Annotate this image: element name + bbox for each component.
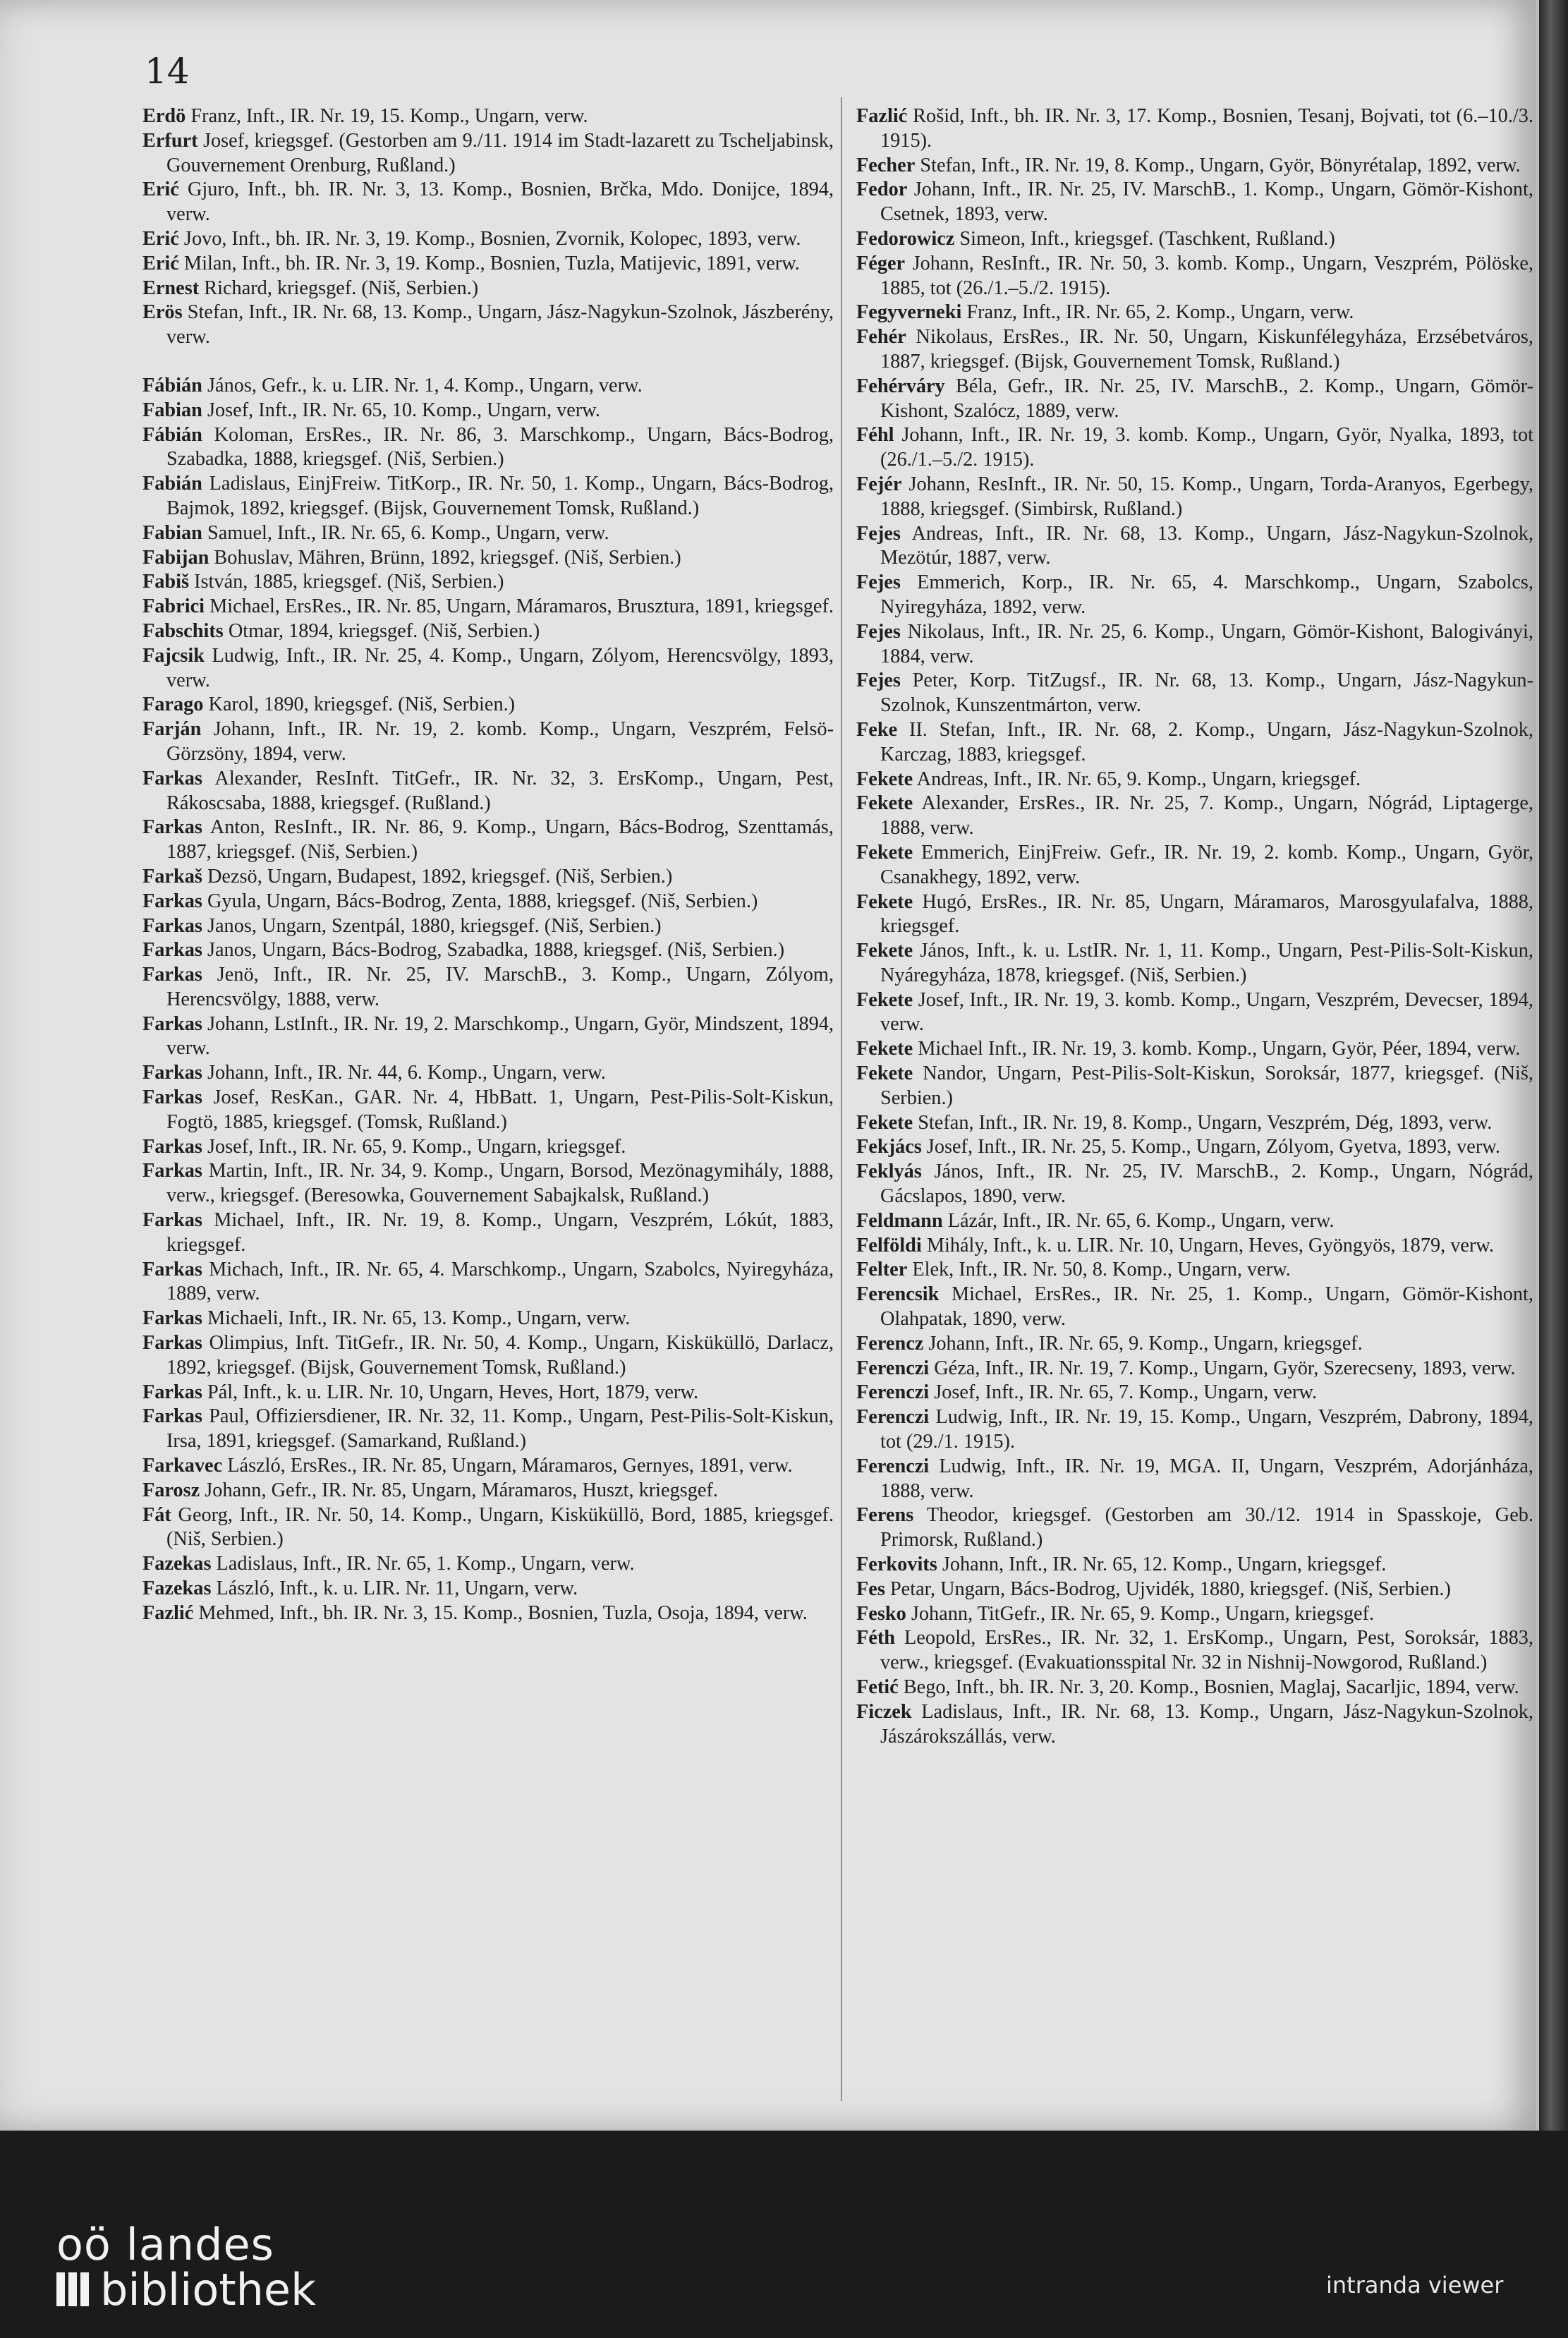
register-entry (142, 1159, 834, 1209)
register-entry (142, 546, 834, 571)
register-entry (142, 619, 834, 644)
entry-surname: Fazlić (142, 1601, 194, 1624)
register-entry (856, 154, 1533, 178)
register-entry (856, 988, 1533, 1038)
register-entry (856, 571, 1533, 620)
entry-surname: Ferencsik (856, 1283, 940, 1306)
entry-surname: Farosz (142, 1479, 200, 1501)
entry-details: Andreas, Inft., IR. Nr. 68, 13. Komp., Ungarn, Jász-Nagykun-Szolnok, Mezötúr, 1887, verw. (880, 522, 1533, 569)
register-entry (856, 301, 1533, 325)
entry-details: Michael, ErsRes., IR. Nr. 25, 1. Komp., Ungarn, Gömör-Kishont, Olahpatak, 1890, verw. (880, 1283, 1533, 1331)
entry-details: Paul, Offiziersdiener, IR. Nr. 32, 11. Komp., Ungarn, Pest-Pilis-Solt-Kiskun, Irsa, 1891, kriegsgef. (Samarkand, Rußland.) (166, 1405, 834, 1453)
entry-details: Andreas, Inft., IR. Nr. 65, 9. Komp., Ungarn, kriegsgef. (913, 768, 1361, 790)
register-entry (856, 423, 1533, 473)
entry-details: Stefan, Inft., IR. Nr. 68, 13. Komp., Ungarn, Jász-Nagykun-Szolnok, Jászberény, verw. (166, 301, 834, 349)
register-entry (856, 178, 1533, 227)
entry-surname: Farkas (142, 1209, 202, 1232)
entry-surname: Ferenczi (856, 1455, 930, 1477)
register-entry (142, 938, 834, 963)
entry-details: Michael, ErsRes., IR. Nr. 85, Ungarn, Máramaros, Brusztura, 1891, kriegsgef. (205, 595, 834, 618)
entry-surname: Farago (142, 693, 204, 716)
entry-surname: Fazekas (142, 1553, 212, 1575)
entry-details: Michach, Inft., IR. Nr. 65, 4. Marschkomp., Ungarn, Szabolcs, Nyiregyháza, 1889, verw. (166, 1258, 834, 1305)
entry-details: Bohuslav, Mähren, Brünn, 1892, kriegsgef. (Niš, Serbien.) (209, 546, 681, 569)
entry-details: Koloman, ErsRes., IR. Nr. 86, 3. Marschkomp., Ungarn, Bács-Bodrog, Szabadka, 1888, kriegsgef. (Niš, Serbien.) (166, 423, 834, 471)
register-entry (142, 1503, 834, 1553)
entry-details: II. Stefan, Inft., IR. Nr. 68, 2. Komp., Ungarn, Jász-Nagykun-Szolnok, Karczag, 1883, kriegsgef. (880, 718, 1533, 765)
entry-details: László, Inft., k. u. LIR. Nr. 11, Ungarn, verw. (211, 1577, 578, 1600)
entry-surname: Fabian (142, 399, 202, 421)
entry-details: Johann, Inft., IR. Nr. 19, 2. komb. Komp., Ungarn, Veszprém, Felsö-Görzsöny, 1894, verw. (166, 718, 834, 765)
register-entry (856, 1234, 1533, 1259)
viewer-label[interactable]: intranda viewer (1326, 2272, 1504, 2298)
register-entry (142, 693, 834, 717)
entry-surname: Fekete (856, 988, 913, 1011)
entry-surname: Fesko (856, 1602, 906, 1625)
entry-surname: Farkas (142, 1086, 202, 1109)
register-entry (142, 1405, 834, 1454)
entry-surname: Ferenczi (856, 1357, 930, 1379)
register-entry (856, 1503, 1533, 1553)
register-entry (856, 768, 1533, 792)
entry-surname: Fazekas (142, 1577, 212, 1600)
entry-details: Martin, Inft., IR. Nr. 34, 9. Komp., Ungarn, Borsod, Mezönagymihály, 1888, verw., kriegsgef. (Beresowka, Gouvernement Sabajkalsk, Rußland.) (166, 1160, 834, 1207)
register-entry (856, 1700, 1533, 1750)
logo-line-1: oö landes (56, 2219, 274, 2270)
entry-surname: Fazlić (856, 105, 908, 127)
register-entry (856, 1553, 1533, 1577)
entry-surname: Farkas (142, 1062, 202, 1084)
entry-surname: Farján (142, 718, 202, 741)
register-entry (856, 1676, 1533, 1700)
entry-details: Josef, Inft., IR. Nr. 19, 3. komb. Komp., Ungarn, Veszprém, Devecser, 1894, verw. (880, 988, 1533, 1036)
entry-details: Gjuro, Inft., bh. IR. Nr. 3, 13. Komp., Bosnien, Brčka, Mdo. Donijce, 1894, verw. (166, 178, 834, 226)
entry-surname: Farkas (142, 1160, 202, 1182)
entry-details: Johann, Inft., IR. Nr. 19, 3. komb. Komp., Ungarn, Györ, Nyalka, 1893, tot (26./1.–5./2. 1915). (880, 424, 1533, 471)
entry-surname: Erös (142, 301, 183, 324)
entry-surname: Fedor (856, 178, 908, 201)
entry-details: Géza, Inft., IR. Nr. 19, 7. Komp., Ungarn, Györ, Szerecseny, 1893, verw. (929, 1357, 1516, 1379)
entry-surname: Fekete (856, 1062, 913, 1085)
register-entry (142, 399, 834, 423)
entry-surname: Fegyverneki (856, 301, 962, 324)
entry-details: Ladislaus, Inft., IR. Nr. 68, 13. Komp., Ungarn, Jász-Nagykun-Szolnok, Jászárokszállás, verw. (880, 1700, 1533, 1748)
entry-details: Mehmed, Inft., bh. IR. Nr. 3, 15. Komp., Bosnien, Tuzla, Osoja, 1894, verw. (193, 1601, 808, 1624)
entry-details: Peter, Korp. TitZugsf., IR. Nr. 68, 13. Komp., Ungarn, Jász-Nagykun-Szolnok, Kunszentmárton, verw. (880, 670, 1533, 717)
register-entry (856, 522, 1533, 571)
entry-details: Jenö, Inft., IR. Nr. 25, IV. MarschB., 3. Komp., Ungarn, Zólyom, Herencsvölgy, 1888, verw. (166, 964, 834, 1010)
entry-surname: Fekete (856, 792, 913, 815)
register-entry (856, 252, 1533, 301)
entry-surname: Farkas (142, 1258, 202, 1280)
register-entry (142, 595, 834, 619)
entry-surname: Fabián (142, 473, 202, 495)
register-entry (856, 1577, 1533, 1602)
register-entry (856, 325, 1533, 375)
register-entry (856, 1111, 1533, 1136)
entry-surname: Ficzek (856, 1700, 912, 1723)
entry-details: Josef, ResKan., GAR. Nr. 4, HbBatt. 1, Ungarn, Pest-Pilis-Solt-Kiskun, Fogtö, 1885, kriegsgef. (Tomsk, Rußland.) (166, 1086, 834, 1133)
entry-details: Dezsö, Ungarn, Budapest, 1892, kriegsgef. (Niš, Serbien.) (202, 865, 673, 888)
entry-details: Ludwig, Inft., IR. Nr. 19, 15. Komp., Ungarn, Veszprém, Dabrony, 1894, tot (29./1. 1915). (880, 1406, 1533, 1453)
register-entry (856, 1209, 1533, 1234)
register-entry (142, 1307, 834, 1331)
register-entry (856, 1283, 1533, 1332)
entry-details: Olimpius, Inft. TitGefr., IR. Nr. 50, 4. Komp., Ungarn, Kisküküllö, Darlacz, 1892, kriegsgef. (Bijsk, Gouvernement Tomsk, Rußland.) (166, 1332, 834, 1379)
entry-surname: Felföldi (856, 1234, 922, 1256)
register-entry (142, 1061, 834, 1086)
entry-surname: Ferens (856, 1504, 914, 1527)
register-entry (142, 423, 834, 473)
entry-details: Stefan, Inft., IR. Nr. 19, 8. Komp., Ungarn, Györ, Bönyrétalap, 1892, verw. (915, 154, 1521, 176)
entry-surname: Erdö (142, 105, 186, 127)
register-entry (142, 865, 834, 890)
entry-details: Johann, Inft., IR. Nr. 65, 12. Komp., Ungarn, kriegsgef. (937, 1553, 1387, 1576)
entry-surname: Farkas (142, 964, 202, 986)
entry-surname: Féhl (856, 424, 894, 447)
entry-surname: Farkas (142, 767, 202, 789)
register-entry (856, 792, 1533, 841)
entry-surname: Fekete (856, 768, 913, 790)
entry-surname: Féth (856, 1627, 896, 1649)
entry-details: Simeon, Inft., kriegsgef. (Taschkent, Rußland.) (954, 227, 1335, 250)
register-entry (142, 1577, 834, 1601)
entry-surname: Féger (856, 252, 906, 274)
right-column (856, 104, 1533, 1749)
register-entry (856, 1405, 1533, 1455)
entry-surname: Fabijan (142, 546, 209, 569)
entry-details: Nikolaus, Inft., IR. Nr. 25, 6. Komp., Ungarn, Gömör-Kishont, Balogiványi, 1884, verw. (880, 620, 1533, 667)
library-logo[interactable] (56, 2219, 316, 2315)
register-entry (856, 841, 1533, 890)
entry-surname: Fábián (142, 423, 202, 446)
register-entry (142, 104, 834, 129)
entry-surname: Farkas (142, 1332, 202, 1355)
entry-surname: Fehérváry (856, 375, 945, 397)
register-entry (142, 1331, 834, 1381)
entry-surname: Fedorowicz (856, 227, 955, 250)
register-entry (142, 1135, 834, 1160)
column-divider (841, 97, 842, 2101)
entry-surname: Farkas (142, 1405, 202, 1428)
register-entry (142, 521, 834, 546)
entry-surname: Fetić (856, 1676, 899, 1698)
entry-details: Michael Inft., IR. Nr. 19, 3. komb. Komp., Ungarn, Györ, Péer, 1894, verw. (913, 1038, 1521, 1060)
register-entry (856, 1160, 1533, 1209)
entry-surname: Fabschits (142, 619, 224, 642)
entry-details: Pál, Inft., k. u. LIR. Nr. 10, Ungarn, Heves, Hort, 1879, verw. (202, 1381, 699, 1403)
entry-details: Theodor, kriegsgef. (Gestorben am 30./12. 1914 in Spasskoje, Geb. Primorsk, Rußland.) (880, 1504, 1533, 1551)
entry-surname: Fehér (856, 326, 906, 349)
register-entry (142, 1454, 834, 1479)
entry-surname: Ernest (142, 277, 200, 299)
entry-details: Richard, kriegsgef. (Niš, Serbien.) (199, 277, 479, 299)
entry-surname: Farkas (142, 939, 202, 962)
entry-details: Samuel, Inft., IR. Nr. 65, 6. Komp., Ungarn, verw. (202, 521, 609, 544)
entry-details: Karol, 1890, kriegsgef. (Niš, Serbien.) (203, 693, 516, 716)
entry-surname: Farkas (142, 1012, 202, 1035)
entry-surname: Feke (856, 718, 898, 741)
register-entry (856, 1135, 1533, 1160)
entry-surname: Fajcsik (142, 644, 205, 667)
register-entry (856, 375, 1533, 424)
entry-surname: Fekete (856, 1038, 913, 1060)
register-entry (856, 1357, 1533, 1381)
entry-details: Rošid, Inft., bh. IR. Nr. 3, 17. Komp., Bosnien, Tesanj, Bojvati, tot (6.–10./3. 1915). (880, 105, 1533, 152)
entry-surname: Farkas (142, 816, 202, 839)
entry-surname: Fejes (856, 620, 901, 643)
entry-details: Emmerich, Korp., IR. Nr. 65, 4. Marschkomp., Ungarn, Szabolcs, Nyiregyháza, 1892, verw. (880, 571, 1533, 618)
register-entry (142, 1258, 834, 1307)
register-entry (142, 767, 834, 816)
register-entry (142, 374, 834, 399)
register-entry (856, 1332, 1533, 1357)
register-entry (856, 939, 1533, 988)
entry-surname: Ferenczi (856, 1381, 930, 1404)
entry-details: Nandor, Ungarn, Pest-Pilis-Solt-Kiskun, Soroksár, 1877, kriegsgef. (Niš, Serbien.) (880, 1062, 1533, 1109)
entry-details: János, Inft., IR. Nr. 25, IV. MarschB., 2. Komp., Ungarn, Nógrád, Gácslapos, 1890, verw. (880, 1161, 1533, 1208)
register-entry (856, 890, 1533, 940)
entry-surname: Fabian (142, 521, 202, 544)
register-entry (142, 644, 834, 693)
entry-surname: Ferkovits (856, 1553, 937, 1576)
entry-details: Janos, Ungarn, Bács-Bodrog, Szabadka, 1888, kriegsgef. (Niš, Serbien.) (202, 939, 785, 962)
entry-surname: Fekete (856, 841, 913, 864)
entry-details: Mihály, Inft., k. u. LIR. Nr. 10, Ungarn, Heves, Gyöngyös, 1879, verw. (921, 1234, 1495, 1256)
left-column (142, 104, 834, 1626)
register-entry (856, 1037, 1533, 1062)
entry-details: Lázár, Inft., IR. Nr. 65, 6. Komp., Ungarn, verw. (942, 1209, 1335, 1232)
entry-details: Michael, Inft., IR. Nr. 19, 8. Komp., Ungarn, Veszprém, Lókút, 1883, kriegsgef. (166, 1209, 834, 1256)
entry-details: Petar, Ungarn, Bács-Bodrog, Ujvidék, 1880, kriegsgef. (Niš, Serbien.) (885, 1577, 1451, 1600)
entry-details: Josef, Inft., IR. Nr. 65, 7. Komp., Ungarn, verw. (929, 1381, 1318, 1404)
entry-details: Elek, Inft., IR. Nr. 50, 8. Komp., Ungarn, verw. (907, 1259, 1291, 1281)
entry-surname: Fecher (856, 154, 916, 176)
entry-details: Alexander, ResInft. TitGefr., IR. Nr. 32, 3. ErsKomp., Ungarn, Pest, Rákoscsaba, 1888, kriegsgef. (Rußland.) (166, 767, 834, 814)
entry-details: Jovo, Inft., bh. IR. Nr. 3, 19. Komp., Bosnien, Zvornik, Kolopec, 1893, verw. (178, 227, 801, 250)
entry-surname: Ferenczi (856, 1406, 930, 1429)
entry-details: Leopold, ErsRes., IR. Nr. 32, 1. ErsKomp., Ungarn, Pest, Soroksár, 1883, verw., kriegsgef. (Evakuationsspital Nr. 32 in Nishnij-Nowgorod, Rußland.) (880, 1627, 1533, 1674)
entry-details: Otmar, 1894, kriegsgef. (Niš, Serbien.) (223, 619, 540, 642)
register-entry (142, 890, 834, 914)
register-entry (856, 227, 1533, 252)
register-entry (142, 301, 834, 350)
entry-surname: Fejes (856, 522, 901, 545)
register-entry (142, 227, 834, 252)
entry-surname: Farkas (142, 1381, 202, 1403)
entry-surname: Erfurt (142, 129, 198, 152)
register-entry (142, 1012, 834, 1062)
page-number: 14 (145, 51, 190, 92)
register-entry (142, 1552, 834, 1577)
register-entry (856, 1626, 1533, 1676)
entry-surname: Fekete (856, 1111, 913, 1134)
entry-details: János, Gefr., k. u. LIR. Nr. 1, 4. Komp., Ungarn, verw. (202, 374, 643, 396)
entry-surname: Fabrici (142, 595, 205, 618)
entry-surname: Fát (142, 1503, 171, 1526)
book-spine (1539, 0, 1568, 2131)
entry-surname: Farkas (142, 890, 202, 912)
entry-surname: Fejér (856, 473, 902, 495)
entry-surname: Erić (142, 252, 179, 274)
entry-details: Johann, TitGefr., IR. Nr. 65, 9. Komp., Ungarn, kriegsgef. (906, 1602, 1375, 1625)
register-entry (142, 717, 834, 767)
entry-details: Anton, ResInft., IR. Nr. 86, 9. Komp., Ungarn, Bács-Bodrog, Szenttamás, 1887, kriegsgef. (Niš, Serbien.) (166, 816, 834, 864)
entry-details: Johann, LstInft., IR. Nr. 19, 2. Marschkomp., Ungarn, Györ, Mindszent, 1894, verw. (166, 1012, 834, 1060)
register-entry (856, 1258, 1533, 1283)
entry-details: Franz, Inft., IR. Nr. 65, 2. Komp., Ungarn, verw. (961, 301, 1354, 324)
register-entry (142, 1479, 834, 1503)
entry-surname: Felter (856, 1259, 908, 1281)
register-entry (142, 178, 834, 227)
entry-surname: Feldmann (856, 1209, 943, 1232)
entry-details: Josef, Inft., IR. Nr. 65, 9. Komp., Ungarn, kriegsgef. (202, 1135, 626, 1158)
entry-details: Nikolaus, ErsRes., IR. Nr. 50, Ungarn, Kiskunfélegyháza, Erzsébetváros, 1887, kriegsgef. (Bijsk, Gouvernement Tomsk, Rußland.) (880, 326, 1533, 372)
entry-details: Georg, Inft., IR. Nr. 50, 14. Komp., Ungarn, Kisküküllö, Bord, 1885, kriegsgef. (Niš, Serbien.) (166, 1503, 834, 1551)
register-entry (142, 1086, 834, 1135)
entry-surname: Fejes (856, 670, 901, 692)
section-gap (142, 350, 834, 374)
entry-details: Franz, Inft., IR. Nr. 19, 15. Komp., Ungarn, verw. (186, 105, 588, 127)
logo-bars-icon (56, 2269, 93, 2303)
entry-surname: Ferencz (856, 1332, 924, 1355)
register-entry (142, 914, 834, 939)
entry-details: Josef, kriegsgef. (Gestorben am 9./11. 1914 im Stadt-lazarett zu Tscheljabinsk, Gouvernement Orenburg, Rußland.) (166, 129, 834, 176)
entry-details: István, 1885, kriegsgef. (Niš, Serbien.) (189, 571, 504, 593)
register-entry (856, 669, 1533, 718)
logo-line-2: bibliothek (100, 2264, 316, 2315)
entry-details: Johann, Inft., IR. Nr. 44, 6. Komp., Ungarn, verw. (202, 1062, 606, 1084)
register-entry (856, 104, 1533, 154)
entry-details: Johann, Gefr., IR. Nr. 85, Ungarn, Máramaros, Huszt, kriegsgef. (200, 1479, 718, 1501)
entry-details: Janos, Ungarn, Szentpál, 1880, kriegsgef. (Niš, Serbien.) (202, 914, 662, 937)
entry-surname: Fekete (856, 890, 913, 913)
entry-surname: Farkaš (142, 865, 202, 888)
entry-surname: Farkas (142, 1307, 202, 1330)
entry-surname: Feklyás (856, 1161, 922, 1183)
entry-details: Johann, Inft., IR. Nr. 65, 9. Komp., Ungarn, kriegsgef. (923, 1332, 1363, 1355)
register-entry (142, 963, 834, 1012)
register-entry (142, 472, 834, 521)
entry-details: László, ErsRes., IR. Nr. 85, Ungarn, Máramaros, Gernyes, 1891, verw. (222, 1455, 793, 1477)
entry-surname: Farkas (142, 1135, 202, 1158)
register-entry (856, 620, 1533, 670)
register-entry (856, 718, 1533, 768)
entry-details: Hugó, ErsRes., IR. Nr. 85, Ungarn, Máramaros, Marosgyulafalva, 1888, kriegsgef. (880, 890, 1533, 938)
entry-surname: Farkavec (142, 1455, 223, 1477)
entry-details: János, Inft., k. u. LstIR. Nr. 1, 11. Komp., Ungarn, Pest-Pilis-Solt-Kiskun, Nyáregyháza, 1878, kriegsgef. (Niš, Serbien.) (880, 940, 1533, 986)
register-entry (142, 570, 834, 595)
entry-details: Ludwig, Inft., IR. Nr. 19, MGA. II, Ungarn, Veszprém, Adorjánháza, 1888, verw. (880, 1455, 1533, 1502)
entry-details: Emmerich, EinjFreiw. Gefr., IR. Nr. 19, 2. komb. Komp., Ungarn, Györ, Csanakhegy, 1892, verw. (880, 841, 1533, 888)
entry-surname: Erić (142, 227, 179, 250)
entry-details: Josef, Inft., IR. Nr. 25, 5. Komp., Ungarn, Zólyom, Gyetva, 1893, verw. (921, 1136, 1500, 1158)
entry-details: Johann, Inft., IR. Nr. 25, IV. MarschB., 1. Komp., Ungarn, Gömör-Kishont, Csetnek, 1893, verw. (880, 178, 1533, 226)
entry-surname: Fábián (142, 374, 202, 396)
register-entry (142, 252, 834, 277)
register-entry (856, 1455, 1533, 1504)
register-entry (856, 1602, 1533, 1627)
register-entry (142, 129, 834, 178)
entry-surname: Fekete (856, 940, 913, 962)
entry-details: Bego, Inft., bh. IR. Nr. 3, 20. Komp., Bosnien, Maglaj, Sacarljic, 1894, verw. (898, 1676, 1519, 1698)
entry-surname: Farkas (142, 914, 202, 937)
entry-details: Stefan, Inft., IR. Nr. 19, 8. Komp., Ungarn, Veszprém, Dég, 1893, verw. (913, 1111, 1493, 1134)
register-entry (856, 1381, 1533, 1405)
register-entry (142, 1381, 834, 1405)
entry-details: Johann, ResInft., IR. Nr. 50, 15. Komp., Ungarn, Torda-Aranyos, Egerbegy, 1888, kriegsgef. (Simbirsk, Rußland.) (880, 473, 1533, 520)
register-entry (142, 277, 834, 301)
entry-details: Milan, Inft., bh. IR. Nr. 3, 19. Komp., Bosnien, Tuzla, Matijevic, 1891, verw. (178, 252, 800, 274)
register-entry (856, 473, 1533, 522)
entry-surname: Fejes (856, 571, 901, 594)
entry-details: Josef, Inft., IR. Nr. 65, 10. Komp., Ungarn, verw. (202, 399, 600, 421)
entry-surname: Erić (142, 178, 179, 201)
register-entry (142, 816, 834, 865)
entry-surname: Fes (856, 1577, 885, 1600)
entry-details: Ladislaus, Inft., IR. Nr. 65, 1. Komp., Ungarn, verw. (211, 1553, 635, 1575)
entry-details: Gyula, Ungarn, Bács-Bodrog, Zenta, 1888, kriegsgef. (Niš, Serbien.) (202, 890, 758, 912)
register-entry (142, 1601, 834, 1626)
entry-surname: Fabiš (142, 571, 190, 593)
register-entry (142, 1209, 834, 1258)
entry-details: Ladislaus, EinjFreiw. TitKorp., IR. Nr. 50, 1. Komp., Ungarn, Bács-Bodrog, Bajmok, 1892, kriegsgef. (Bijsk, Gouvernement Tomsk, Rußland.) (166, 473, 834, 519)
entry-details: Ludwig, Inft., IR. Nr. 25, 4. Komp., Ungarn, Zólyom, Herencsvölgy, 1893, verw. (166, 644, 834, 691)
entry-details: Béla, Gefr., IR. Nr. 25, IV. MarschB., 2. Komp., Ungarn, Gömör-Kishont, Szalócz, 1889, verw. (880, 375, 1533, 422)
entry-details: Michaeli, Inft., IR. Nr. 65, 13. Komp., Ungarn, verw. (202, 1307, 631, 1330)
register-entry (856, 1062, 1533, 1111)
entry-details: Johann, ResInft., IR. Nr. 50, 3. komb. Komp., Ungarn, Veszprém, Pölöske, 1885, tot (26./1.–5./2. 1915). (880, 252, 1533, 299)
entry-surname: Fekjács (856, 1136, 922, 1158)
entry-details: Alexander, ErsRes., IR. Nr. 25, 7. Komp., Ungarn, Nógrád, Liptagerge, 1888, verw. (880, 792, 1533, 840)
